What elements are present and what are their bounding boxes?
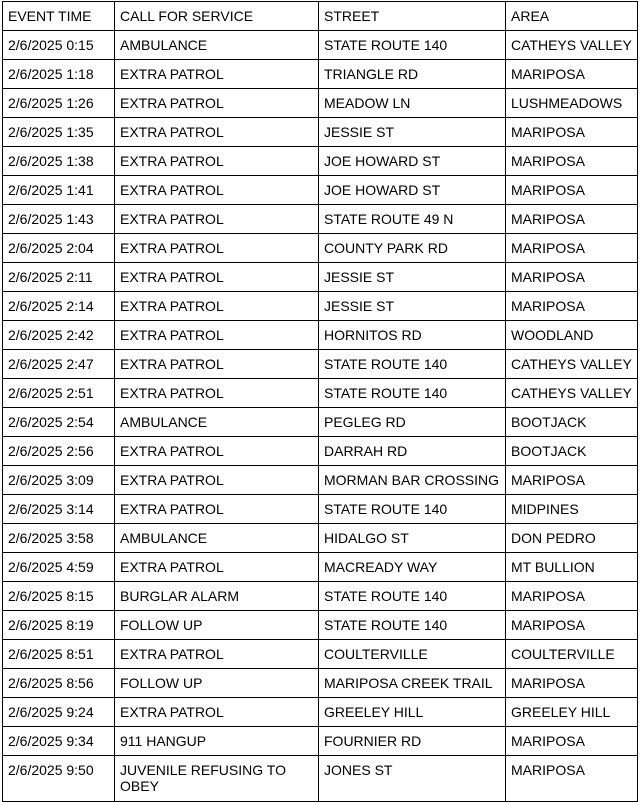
street-cell: COUNTY PARK RD — [319, 234, 506, 263]
event-time-cell: 2/6/2025 8:51 — [3, 640, 115, 669]
table-row — [3, 437, 638, 466]
table-row — [3, 611, 638, 640]
event-time-cell: 2/6/2025 8:15 — [3, 582, 115, 611]
table-row — [3, 89, 638, 118]
call-for-service-cell: EXTRA PATROL — [115, 147, 319, 176]
area-cell: MARIPOSA — [506, 60, 638, 89]
event-time-cell: 2/6/2025 1:38 — [3, 147, 115, 176]
event-time-cell: 2/6/2025 9:34 — [3, 727, 115, 756]
street-cell: JOE HOWARD ST — [319, 176, 506, 205]
call-for-service-cell: AMBULANCE — [115, 31, 319, 60]
call-for-service-cell: EXTRA PATROL — [115, 698, 319, 727]
street-cell: JOE HOWARD ST — [319, 147, 506, 176]
call-for-service-cell: EXTRA PATROL — [115, 176, 319, 205]
event-time-cell: 2/6/2025 4:59 — [3, 553, 115, 582]
event-time-cell: 2/6/2025 2:14 — [3, 292, 115, 321]
table-row — [3, 727, 638, 756]
event-time-cell: 2/6/2025 1:35 — [3, 118, 115, 147]
area-cell: MARIPOSA — [506, 234, 638, 263]
street-cell: GREELEY HILL — [319, 698, 506, 727]
table-row — [3, 60, 638, 89]
call-for-service-cell: EXTRA PATROL — [115, 553, 319, 582]
event-time-cell: 2/6/2025 2:11 — [3, 263, 115, 292]
event-time-cell: 2/6/2025 8:56 — [3, 669, 115, 698]
street-cell: STATE ROUTE 140 — [319, 495, 506, 524]
street-cell: HIDALGO ST — [319, 524, 506, 553]
table-row — [3, 234, 638, 263]
table-row — [3, 640, 638, 669]
area-cell: WOODLAND — [506, 321, 638, 350]
street-cell: COULTERVILLE — [319, 640, 506, 669]
table-row — [3, 495, 638, 524]
call-for-service-cell: EXTRA PATROL — [115, 292, 319, 321]
call-for-service-cell: 911 HANGUP — [115, 727, 319, 756]
call-for-service-cell: EXTRA PATROL — [115, 466, 319, 495]
call-for-service-cell: EXTRA PATROL — [115, 437, 319, 466]
table-row — [3, 263, 638, 292]
street-cell: MEADOW LN — [319, 89, 506, 118]
street-cell: DARRAH RD — [319, 437, 506, 466]
header-row — [3, 2, 638, 31]
area-cell: MARIPOSA — [506, 756, 638, 802]
area-cell: MARIPOSA — [506, 466, 638, 495]
street-cell: TRIANGLE RD — [319, 60, 506, 89]
street-cell: JESSIE ST — [319, 292, 506, 321]
street-cell: JESSIE ST — [319, 263, 506, 292]
table-body — [3, 31, 638, 802]
table-row — [3, 292, 638, 321]
call-for-service-cell: EXTRA PATROL — [115, 379, 319, 408]
event-time-cell: 2/6/2025 1:18 — [3, 60, 115, 89]
area-cell: MARIPOSA — [506, 669, 638, 698]
table-row — [3, 756, 638, 802]
event-time-cell: 2/6/2025 2:51 — [3, 379, 115, 408]
call-for-service-cell: AMBULANCE — [115, 524, 319, 553]
area-cell: BOOTJACK — [506, 437, 638, 466]
call-for-service-cell: FOLLOW UP — [115, 611, 319, 640]
street-cell: STATE ROUTE 140 — [319, 350, 506, 379]
area-cell: DON PEDRO — [506, 524, 638, 553]
call-for-service-cell: EXTRA PATROL — [115, 495, 319, 524]
table-row — [3, 582, 638, 611]
area-cell: MT BULLION — [506, 553, 638, 582]
event-time-cell: 2/6/2025 8:19 — [3, 611, 115, 640]
table-row — [3, 379, 638, 408]
area-cell: MARIPOSA — [506, 292, 638, 321]
area-cell: MARIPOSA — [506, 176, 638, 205]
street-cell: STATE ROUTE 140 — [319, 31, 506, 60]
table-row — [3, 553, 638, 582]
event-time-cell: 2/6/2025 2:54 — [3, 408, 115, 437]
event-time-cell: 2/6/2025 3:58 — [3, 524, 115, 553]
table-row — [3, 698, 638, 727]
table-row — [3, 321, 638, 350]
area-cell: COULTERVILLE — [506, 640, 638, 669]
area-cell: CATHEYS VALLEY — [506, 379, 638, 408]
area-cell: MARIPOSA — [506, 727, 638, 756]
call-for-service-cell: BURGLAR ALARM — [115, 582, 319, 611]
street-cell: PEGLEG RD — [319, 408, 506, 437]
call-for-service-cell: EXTRA PATROL — [115, 640, 319, 669]
call-for-service-cell: EXTRA PATROL — [115, 118, 319, 147]
area-cell: MARIPOSA — [506, 147, 638, 176]
table-row — [3, 524, 638, 553]
event-time-cell: 2/6/2025 2:04 — [3, 234, 115, 263]
event-time-cell: 2/6/2025 1:41 — [3, 176, 115, 205]
street-cell: STATE ROUTE 140 — [319, 611, 506, 640]
area-cell: MARIPOSA — [506, 582, 638, 611]
event-time-cell: 2/6/2025 1:43 — [3, 205, 115, 234]
street-cell: STATE ROUTE 49 N — [319, 205, 506, 234]
area-cell: GREELEY HILL — [506, 698, 638, 727]
table-row — [3, 408, 638, 437]
table-row — [3, 669, 638, 698]
event-time-cell: 2/6/2025 2:56 — [3, 437, 115, 466]
area-cell: MIDPINES — [506, 495, 638, 524]
table-row — [3, 176, 638, 205]
call-for-service-cell: EXTRA PATROL — [115, 89, 319, 118]
event-time-cell: 2/6/2025 9:50 — [3, 756, 115, 802]
event-time-cell: 2/6/2025 3:09 — [3, 466, 115, 495]
street-cell: JONES ST — [319, 756, 506, 802]
street-cell: STATE ROUTE 140 — [319, 379, 506, 408]
table-row — [3, 205, 638, 234]
column-header-event-time: EVENT TIME — [3, 2, 115, 31]
street-cell: MARIPOSA CREEK TRAIL — [319, 669, 506, 698]
event-time-cell: 2/6/2025 0:15 — [3, 31, 115, 60]
area-cell: BOOTJACK — [506, 408, 638, 437]
area-cell: CATHEYS VALLEY — [506, 350, 638, 379]
area-cell: LUSHMEADOWS — [506, 89, 638, 118]
street-cell: STATE ROUTE 140 — [319, 582, 506, 611]
area-cell: MARIPOSA — [506, 118, 638, 147]
area-cell: MARIPOSA — [506, 611, 638, 640]
street-cell: MORMAN BAR CROSSING — [319, 466, 506, 495]
table-row — [3, 466, 638, 495]
event-time-cell: 2/6/2025 2:42 — [3, 321, 115, 350]
call-for-service-cell: EXTRA PATROL — [115, 234, 319, 263]
street-cell: JESSIE ST — [319, 118, 506, 147]
street-cell: HORNITOS RD — [319, 321, 506, 350]
area-cell: MARIPOSA — [506, 205, 638, 234]
calls-for-service-table — [2, 1, 638, 802]
event-time-cell: 2/6/2025 1:26 — [3, 89, 115, 118]
call-for-service-cell: EXTRA PATROL — [115, 205, 319, 234]
table-row — [3, 147, 638, 176]
call-for-service-cell: AMBULANCE — [115, 408, 319, 437]
call-for-service-cell: EXTRA PATROL — [115, 321, 319, 350]
table-row — [3, 118, 638, 147]
table-row — [3, 350, 638, 379]
call-for-service-cell: JUVENILE REFUSING TO OBEY — [115, 756, 319, 802]
area-cell: CATHEYS VALLEY — [506, 31, 638, 60]
street-cell: MACREADY WAY — [319, 553, 506, 582]
call-for-service-cell: FOLLOW UP — [115, 669, 319, 698]
column-header-call-for-service: CALL FOR SERVICE — [115, 2, 319, 31]
column-header-street: STREET — [319, 2, 506, 31]
call-for-service-cell: EXTRA PATROL — [115, 350, 319, 379]
event-time-cell: 2/6/2025 3:14 — [3, 495, 115, 524]
call-for-service-cell: EXTRA PATROL — [115, 263, 319, 292]
table-row — [3, 31, 638, 60]
column-header-area: AREA — [506, 2, 638, 31]
call-for-service-cell: EXTRA PATROL — [115, 60, 319, 89]
street-cell: FOURNIER RD — [319, 727, 506, 756]
event-time-cell: 2/6/2025 9:24 — [3, 698, 115, 727]
event-time-cell: 2/6/2025 2:47 — [3, 350, 115, 379]
area-cell: MARIPOSA — [506, 263, 638, 292]
